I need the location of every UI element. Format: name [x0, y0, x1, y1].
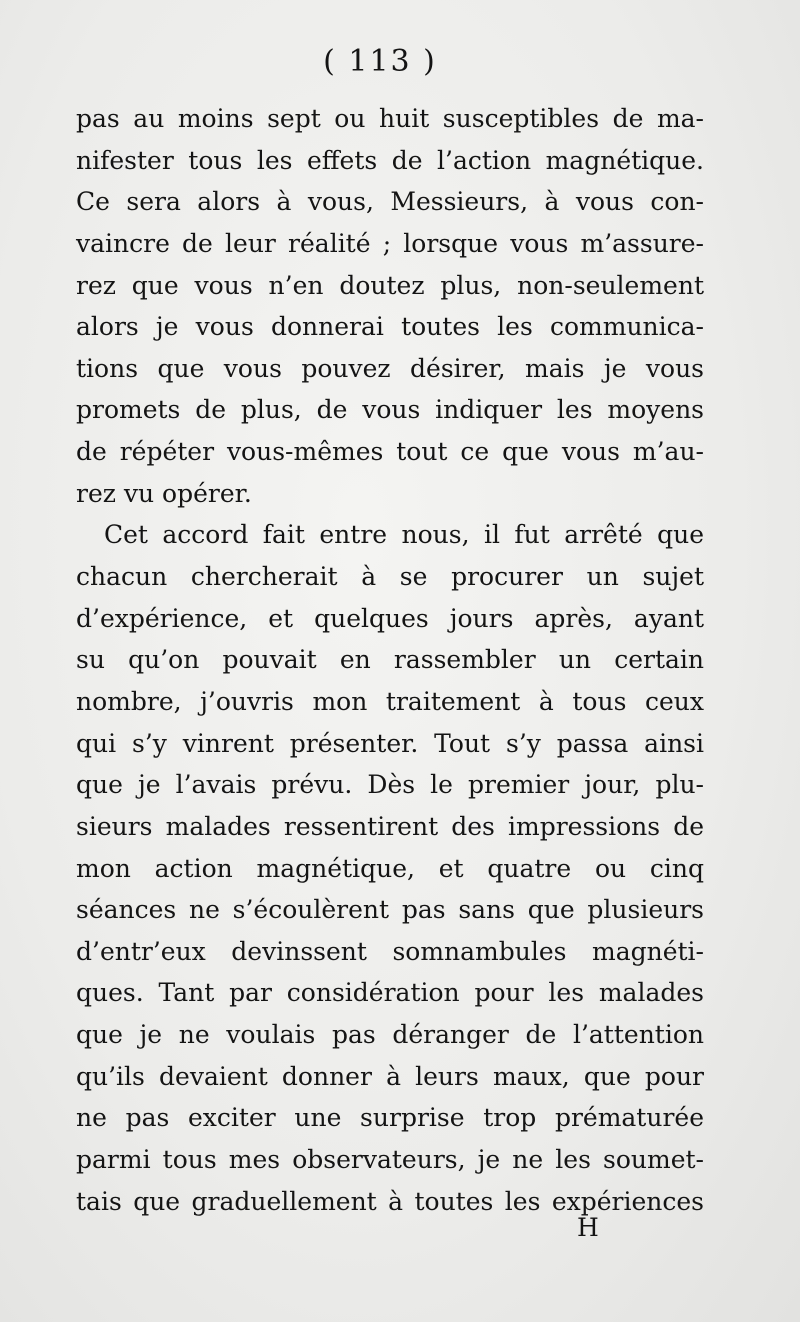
text-line: Cet accord fait entre nous, il fut arrêté que — [104, 520, 704, 550]
text-line: sieurs malades ressentirent des impressions de — [76, 811, 704, 841]
text-line: su qu’on pouvait en rassembler un certain — [76, 645, 704, 675]
text-line: qu’ils devaient donner à leurs maux, que pour — [76, 1061, 704, 1091]
text-line: pas au moins sept ou huit susceptibles de ma- — [76, 104, 704, 133]
text-line: Ce sera alors à vous, Messieurs, à vous con- — [76, 187, 704, 217]
text-line: de répéter vous-mêmes tout ce que vous m’au- — [76, 437, 704, 467]
page-number: ( 113 ) — [323, 44, 437, 79]
text-line: chacun chercherait à se procurer un sujet — [76, 562, 704, 592]
text-line: que je l’avais prévu. Dès le premier jour, plu- — [76, 770, 704, 800]
text-line: nifester tous les effets de l’action magnétique. — [76, 145, 704, 175]
text-line: alors je vous donnerai toutes les communica- — [76, 312, 704, 342]
signature-mark: H — [577, 1213, 599, 1242]
text-line: séances ne s’écoulèrent pas sans que plusieurs — [76, 895, 704, 925]
text-line: nombre, j’ouvris mon traitement à tous ceux — [76, 686, 704, 716]
text-line: promets de plus, de vous indiquer les moyens — [76, 395, 704, 425]
body-text — [76, 98, 704, 1222]
text-line: tais que graduellement à toutes les expériences — [76, 1186, 704, 1216]
text-line: que je ne voulais pas déranger de l’attention — [76, 1020, 704, 1050]
text-line: parmi tous mes observateurs, je ne les soumet- — [76, 1145, 704, 1175]
text-line: ne pas exciter une surprise trop prématurée — [76, 1103, 704, 1133]
text-line: d’entr’eux devinssent somnambules magnéti- — [76, 936, 704, 966]
text-line: vaincre de leur réalité ; lorsque vous m’assure- — [76, 228, 704, 258]
text-line: d’expérience, et quelques jours après, ayant — [76, 603, 704, 633]
text-line: rez vu opérer. — [76, 478, 252, 508]
text-line: mon action magnétique, et quatre ou cinq — [76, 853, 704, 883]
text-line: tions que vous pouvez désirer, mais je vous — [76, 353, 704, 383]
text-line: ques. Tant par considération pour les malades — [76, 978, 704, 1008]
text-line: rez que vous n’en doutez plus, non-seulement — [76, 270, 704, 300]
text-line: qui s’y vinrent présenter. Tout s’y passa ainsi — [76, 728, 704, 758]
